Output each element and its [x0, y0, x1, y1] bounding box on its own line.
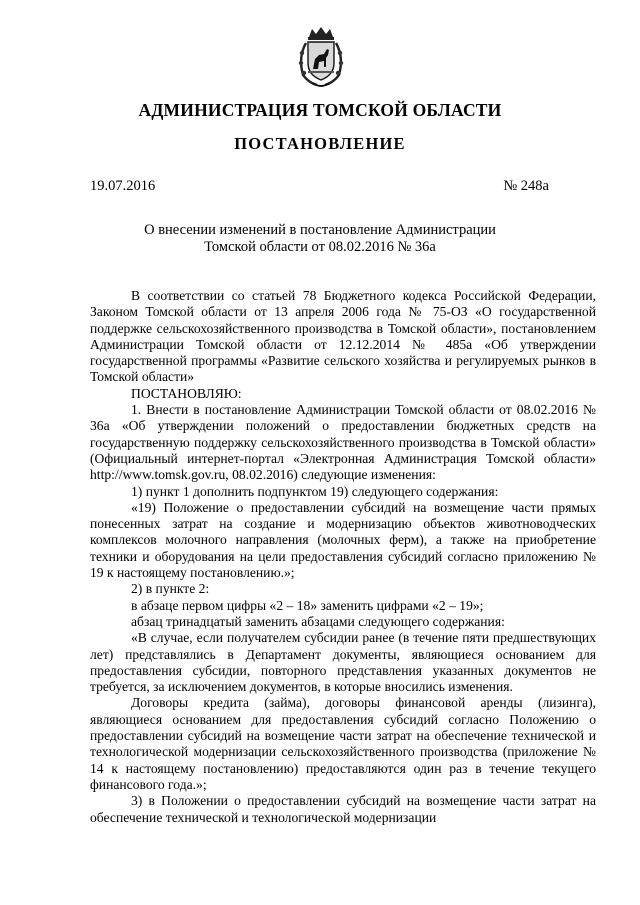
- body-paragraph: 1. Внести в постановление Администрации Томской области от 08.02.2016 № 36а «Об утверждении положений о предоставлении бюджетных средств на государственную поддержку сельскохозяйственного производства в Томской области» (Официальный интернет-портал «Электронная Администрация Томской области» http://www.tomsk.gov.ru, 08.02.2016) следующие изменения:: [90, 402, 596, 483]
- organization-title: АДМИНИСТРАЦИЯ ТОМСКОЙ ОБЛАСТИ: [138, 100, 502, 120]
- document-subject: [90, 222, 550, 256]
- document-type-title: ПОСТАНОВЛЕНИЕ: [234, 134, 406, 153]
- body-paragraph: 2) в пункте 2:: [131, 581, 210, 597]
- body-paragraph: Договоры кредита (займа), договоры финансовой аренды (лизинга), являющиеся основанием для предоставления субсидий согласно Положению о предоставлении субсидий на возмещение части затрат на обеспечение технической и технологической модернизации сельскохозяйственного производства (приложение № 14 к настоящему постановлению) предоставляются один раз в течение текущего финансового года.»;: [90, 695, 596, 792]
- subject-line-1: О внесении изменений в постановление Администрации: [144, 222, 496, 238]
- body-paragraph: абзац тринадцатый заменить абзацами следующего содержания:: [131, 613, 505, 629]
- preamble-paragraph: В соответствии со статьей 78 Бюджетного кодекса Российской Федерации, Законом Томской области от 13 апреля 2006 года № 75-ОЗ «О государственной поддержке сельскохозяйственного производства в Томской области», постановлением Администрации Томской области от 12.12.2014 № 485а «Об утверждении государственной программы «Развитие сельского хозяйства и регулируемых рынков в Томской области»: [90, 288, 596, 385]
- resolve-heading: ПОСТАНОВЛЯЮ:: [131, 385, 242, 401]
- body-paragraph: «19) Положение о предоставлении субсидий на возмещение части прямых понесенных затрат на создание и модернизацию объектов животноводческих комплексов молочного направления (молочных ферм), а также на приобретение техники и оборудования на цели предоставления субсидий согласно приложению № 19 к настоящему постановлению.»;: [90, 499, 596, 581]
- document-date: 19.07.2016: [90, 178, 156, 194]
- document-body: [90, 288, 596, 826]
- document-number: № 248а: [503, 178, 549, 194]
- subject-line-2: Томской области от 08.02.2016 № 36а: [204, 239, 436, 255]
- body-paragraph: 1) пункт 1 дополнить подпунктом 19) следующего содержания:: [131, 483, 499, 499]
- tomsk-coat-of-arms-icon: [293, 25, 349, 89]
- body-paragraph: в абзаце первом цифры «2 – 18» заменить цифрами «2 – 19»;: [131, 597, 484, 613]
- body-paragraph: 3) в Положении о предоставлении субсидий на возмещение части затрат на обеспечение технической и технологической модернизации: [90, 793, 596, 825]
- body-paragraph: «В случае, если получателем субсидии ранее (в течение пяти предшествующих лет) представлялись в Департамент документы, являющиеся основанием для предоставления субсидии, повторного представления указанных документов не требуется, за исключением документов, в которые вносились изменения.: [90, 630, 596, 695]
